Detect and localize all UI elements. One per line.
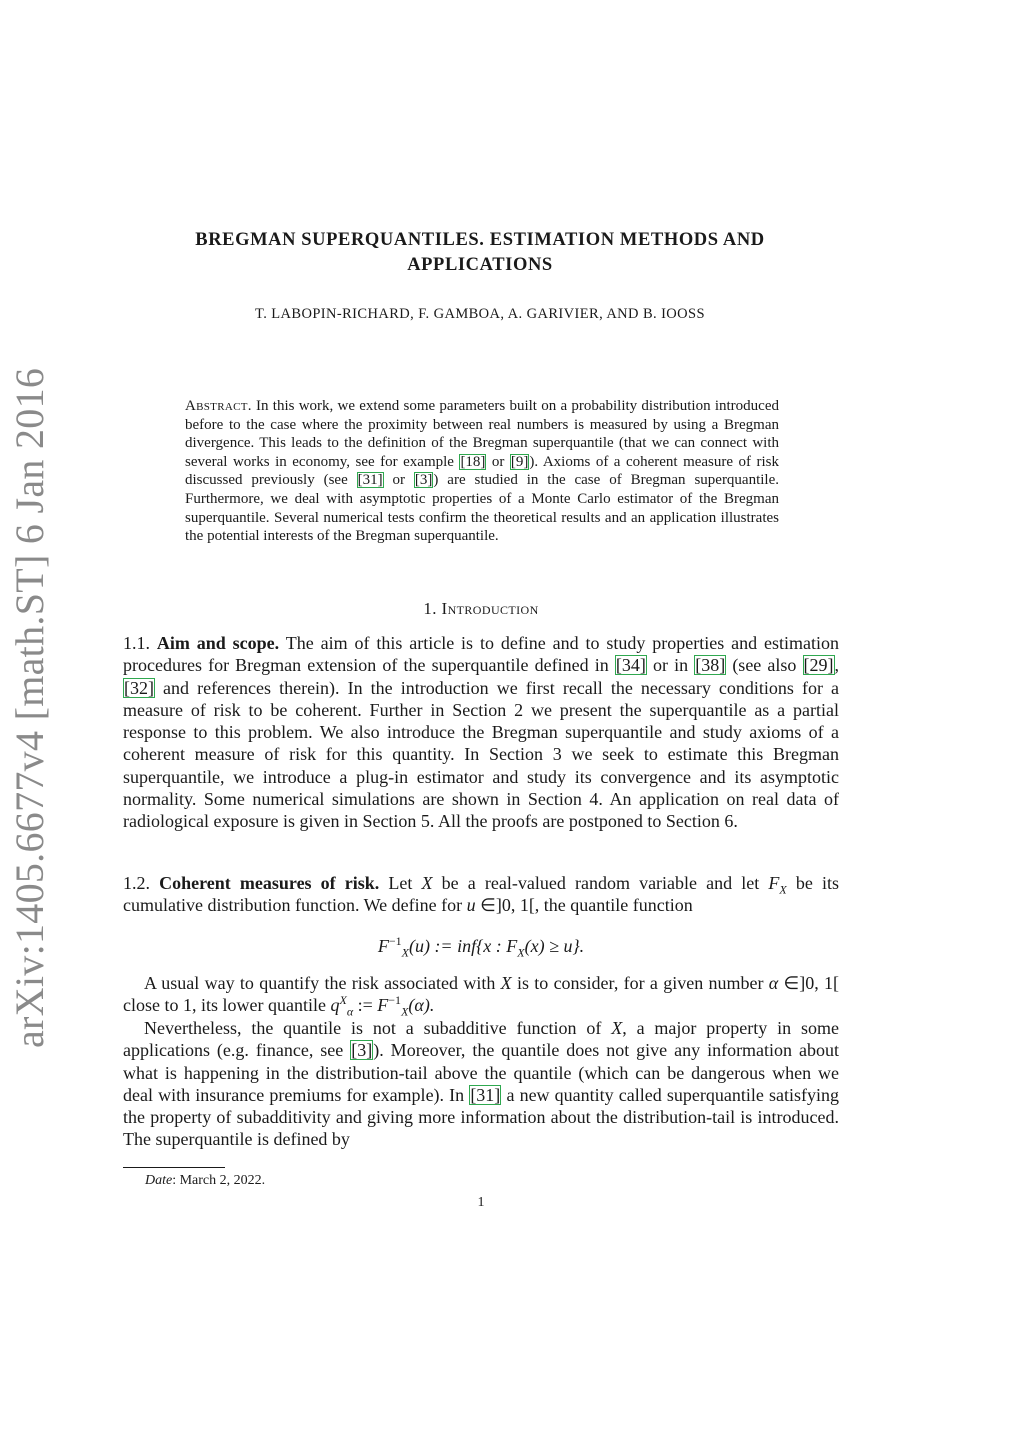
citation-link[interactable]: [31]	[357, 472, 383, 489]
abstract-label: Abstract.	[185, 398, 252, 414]
paragraph-text: is to consider, for a given number	[511, 973, 769, 993]
citation-link[interactable]: [3]	[351, 1040, 373, 1061]
paragraph-text: be a real-valued random variable and let	[432, 873, 769, 893]
paragraph-text: A usual way to quantify the risk associated with	[144, 973, 501, 993]
section-heading	[123, 599, 839, 619]
paper-title	[140, 228, 820, 278]
paragraph-text: and references therein). In the introduction we first recall the necessary conditions for a measure of risk to be coherent. Further in Section 2 we present the superquantile as a partial response to this problem. We also introduce the Bregman superquantile and study axioms of a coherent measure of risk for this quantity. In Section 3 we seek to estimate this Bregman superquantile, we introduce a plug-in estimator and study its convergence and its asymptotic normality. Some numerical simulations are shown in Section 4. An application on real data of radiological exposure is given in Section 5. All the proofs are postponed to Section 6.	[123, 677, 839, 832]
subsection-number: 1.2.	[123, 873, 150, 893]
citation-link[interactable]: [18]	[460, 453, 486, 470]
author-list: T. LABOPIN-RICHARD, F. GAMBOA, A. GARIVIER, AND B. IOOSS	[255, 306, 705, 322]
title-line-2: APPLICATIONS	[407, 255, 553, 275]
math-subscript: X	[779, 882, 787, 897]
paragraph-text: (see also	[726, 655, 803, 676]
section-title: Introduction	[441, 599, 539, 618]
abstract-text: or	[486, 453, 510, 470]
math-subscript: X	[401, 1004, 409, 1019]
math-variable: u	[466, 895, 476, 916]
paragraph-text: ∈]0, 1[, the quantile function	[475, 895, 693, 916]
paragraph-text: ,	[834, 655, 840, 676]
section-number: 1.	[423, 599, 437, 618]
math-variable: F	[768, 873, 780, 893]
page-number: 1	[477, 1195, 485, 1210]
math-variable: α	[768, 973, 779, 993]
math-variable: X	[611, 1018, 623, 1038]
abstract-text: ). Axioms of a coherent measure of risk discussed previously (see	[185, 453, 780, 489]
math-superscript: −1	[388, 993, 402, 1008]
paragraph-usual-way	[123, 972, 839, 1017]
subsection-coherent-measures	[123, 872, 839, 917]
abstract-text: ) are studied in the case of Bregman superquantile. Furthermore, we deal with asymptotic properties of a Monte Carlo estimator of the Bregman superquantile. Several numerical tests confirm the theoretical results and an application illustrates the potential interests of the Bregman superquantile.	[185, 472, 780, 545]
citation-link[interactable]: [32]	[124, 677, 154, 698]
math-subscript: α	[346, 1004, 354, 1019]
title-line-1: BREGMAN SUPERQUANTILES. ESTIMATION METHODS AND	[195, 230, 765, 250]
citation-link[interactable]: [29]	[803, 655, 834, 676]
subsection-title: Coherent measures of risk.	[159, 873, 380, 893]
math-variable: X	[421, 873, 433, 893]
paragraph-text: Let	[379, 873, 422, 893]
paragraph-text: ). Moreover, the quantile does not give any information about what is happening in the distribution-tail above the quantile (which can be dangerous when we deal with insurance premiums for example). In	[123, 1040, 839, 1105]
citation-link[interactable]: [31]	[470, 1084, 501, 1105]
citation-link[interactable]: [3]	[414, 472, 433, 489]
citation-link[interactable]: [34]	[615, 655, 646, 676]
math-superscript: X	[339, 993, 347, 1008]
footnote-label: Date	[145, 1173, 173, 1188]
paragraph-nevertheless	[123, 1017, 839, 1151]
abstract-text: In this work, we extend some parameters built on a probability distribution introduced before to the case where the proximity between real numbers is measured by using a Bregman divergence. This leads to the definition of the Bregman superquantile (that we can connect with several works in economy, see for example	[185, 398, 779, 470]
paragraph-text: ∈]0, 1[ close to 1, its lower quantile	[123, 973, 840, 1016]
citation-link[interactable]: [9]	[510, 453, 529, 470]
subsection-aim-scope	[123, 632, 839, 833]
math-variable: q	[330, 995, 340, 1016]
math-subscript: X	[401, 945, 409, 960]
equation-body: (u) := inf{x : F	[408, 936, 518, 956]
paragraph-text: or in	[646, 655, 695, 676]
math-variable: F	[377, 936, 389, 956]
math-subscript: X	[517, 945, 525, 960]
date-footnote	[145, 1173, 265, 1189]
math-variable: X	[500, 973, 512, 993]
quantile-function-equation	[123, 934, 839, 960]
paragraph-text: be its cumulative distribution function. We define for	[123, 873, 839, 916]
math-expression: (α).	[408, 995, 435, 1016]
abstract	[185, 397, 779, 546]
citation-link[interactable]: [38]	[695, 655, 726, 676]
subsection-number: 1.1.	[123, 633, 150, 653]
footnote-divider	[123, 1167, 225, 1168]
equation-tail: (x) ≥ u}.	[524, 936, 585, 956]
footnote-value: : March 2, 2022.	[172, 1173, 266, 1188]
math-variable: F	[377, 995, 389, 1016]
paragraph-text: , a major property in some applications (e.g. finance, see	[123, 1018, 839, 1061]
arxiv-identifier: arXiv:1405.6677v4 [math.ST] 6 Jan 2016	[7, 367, 52, 1048]
math-superscript: −1	[388, 934, 402, 948]
paragraph-text: :=	[353, 995, 378, 1016]
abstract-text: or	[383, 472, 414, 489]
subsection-title: Aim and scope.	[156, 633, 280, 653]
paragraph-text: Nevertheless, the quantile is not a subadditive function of	[144, 1018, 612, 1038]
paragraph-text: a new quantity called superquantile satisfying the property of subadditivity and giving more information about the distribution-tail is introduced. The superquantile is defined by	[123, 1084, 840, 1150]
paragraph-text: The aim of this article is to define and to study properties and estimation procedures for Bregman extension of the superquantile defined in	[123, 633, 840, 676]
